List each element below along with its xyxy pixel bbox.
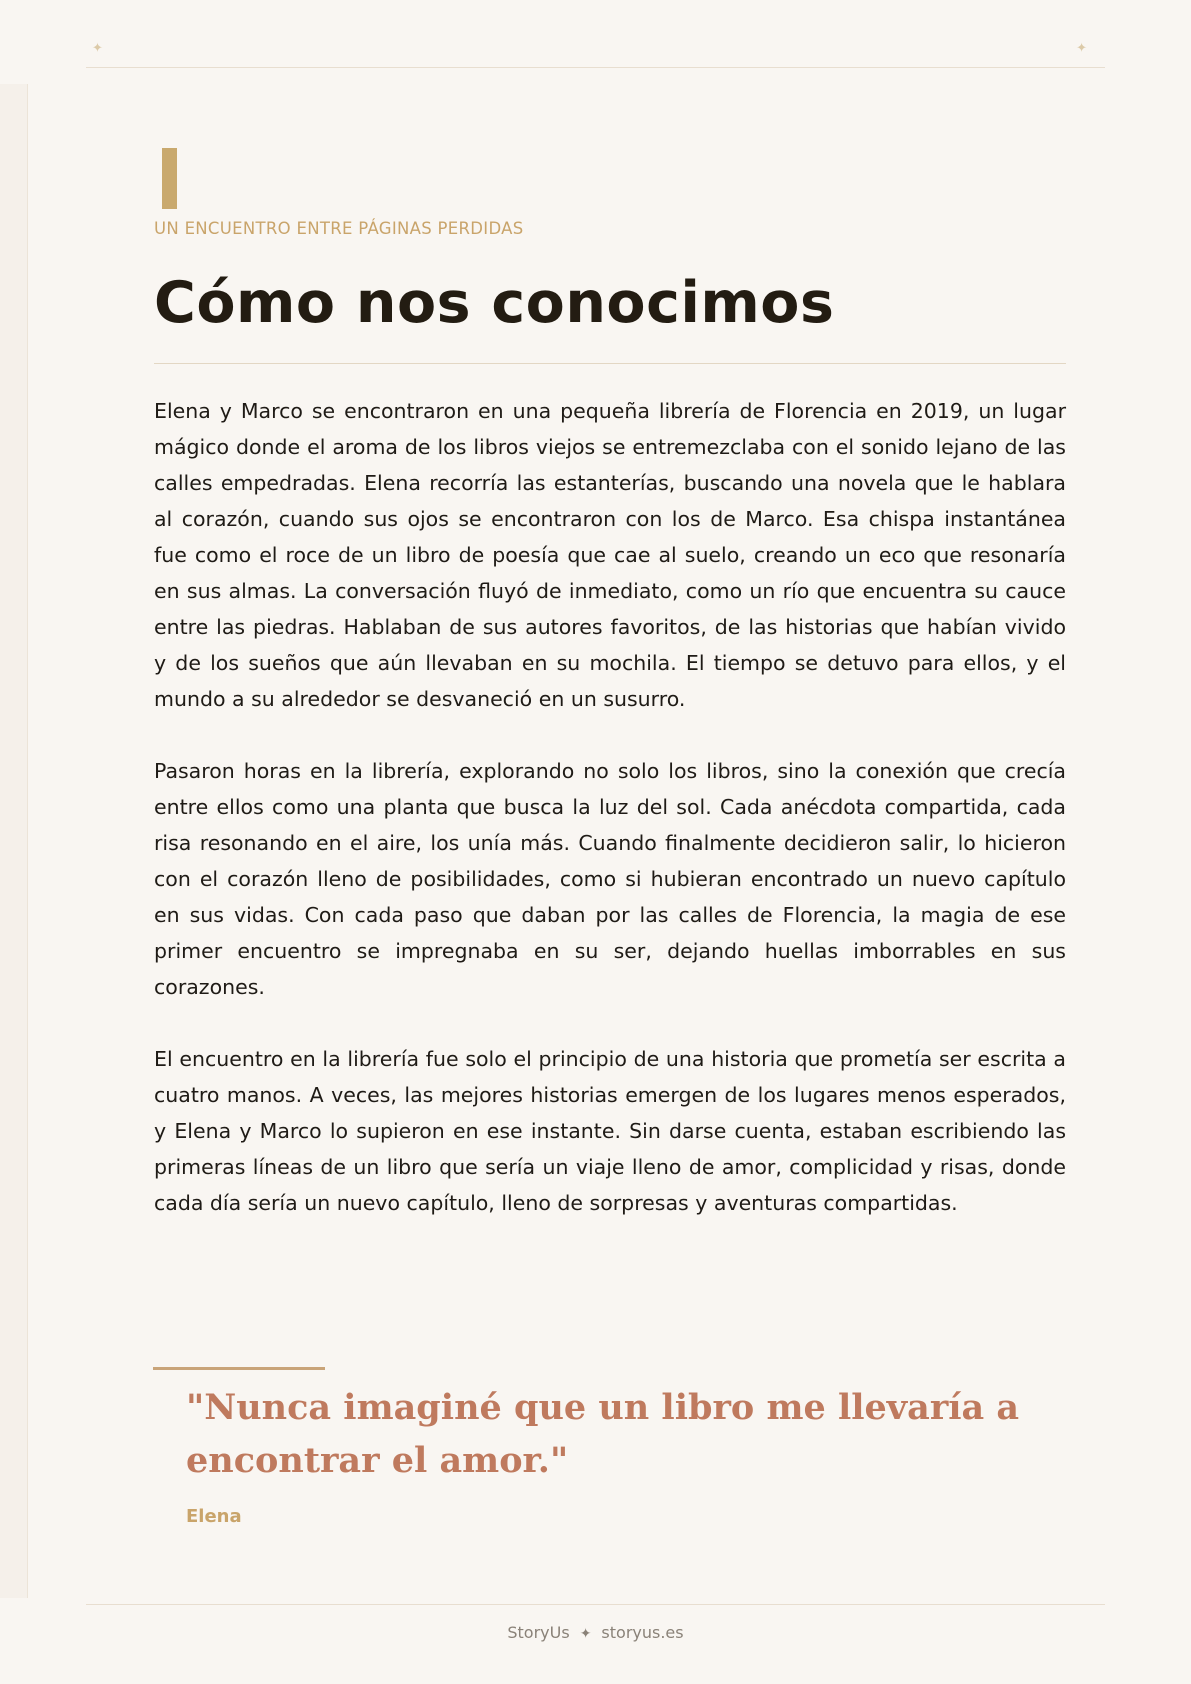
title-divider — [154, 363, 1066, 364]
story-body — [154, 393, 1066, 1257]
top-divider — [86, 67, 1105, 68]
left-margin-strip — [0, 84, 28, 1598]
story-paragraph-1: Elena y Marco se encontraron en una pequeña librería de Florencia en 2019, un lugar mágico donde el aroma de los libros viejos se entremezclaba con el sonido lejano de las calles empedradas. Elena recorría las estanterías, buscando una novela que le hablara al corazón, cuando sus ojos se encontraron con los de Marco. Esa chispa instantánea fue como el roce de un libro de poesía que cae al suelo, creando un eco que resonaría en sus almas. La conversación fluyó de inmediato, como un río que encuentra su cauce entre las piedras. Hablaban de sus autores favoritos, de las historias que habían vivido y de los sueños que aún llevaban en su mochila. El tiempo se detuvo para ellos, y el mundo a su alrededor se desvaneció en un susurro. — [154, 399, 1066, 711]
footer-separator-icon: ✦ — [579, 1626, 592, 1642]
accent-bar — [162, 148, 177, 209]
quote-author: Elena — [186, 1506, 242, 1527]
footer-website: storyus.es — [601, 1623, 684, 1642]
story-paragraph-3: El encuentro en la librería fue solo el principio de una historia que prometía ser escrita a cuatro manos. A veces, las mejores historias emergen de los lugares menos esperados, y Elena y Marco lo supieron en ese instante. Sin darse cuenta, estaban escribiendo las primeras líneas de un libro que sería un viaje lleno de amor, complicidad y risas, donde cada día sería un nuevo capítulo, lleno de sorpresas y aventuras compartidas. — [154, 1047, 1066, 1215]
sparkle-icon-right: ✦ — [1076, 41, 1087, 56]
page-title: Cómo nos conocimos — [154, 270, 835, 336]
pull-quote: "Nunca imaginé que un libro me llevaría a encontrar el amor." — [186, 1387, 1020, 1481]
section-kicker: UN ENCUENTRO ENTRE PÁGINAS PERDIDAS — [154, 219, 524, 238]
footer-divider — [86, 1604, 1105, 1605]
story-paragraph-2: Pasaron horas en la librería, explorando no solo los libros, sino la conexión que crecía entre ellos como una planta que busca la luz del sol. Cada anécdota compartida, cada risa resonando en el aire, los unía más. Cuando finalmente decidieron salir, lo hicieron con el corazón lleno de posibilidades, como si hubieran encontrado un nuevo capítulo en sus vidas. Con cada paso que daban por las calles de Florencia, la magia de ese primer encuentro se impregnaba en su ser, dejando huellas imborrables en sus corazones. — [154, 759, 1066, 999]
quote-accent-rule — [153, 1367, 325, 1370]
footer — [0, 1623, 1191, 1642]
footer-brand: StoryUs — [507, 1623, 570, 1642]
sparkle-icon-left: ✦ — [92, 41, 103, 56]
